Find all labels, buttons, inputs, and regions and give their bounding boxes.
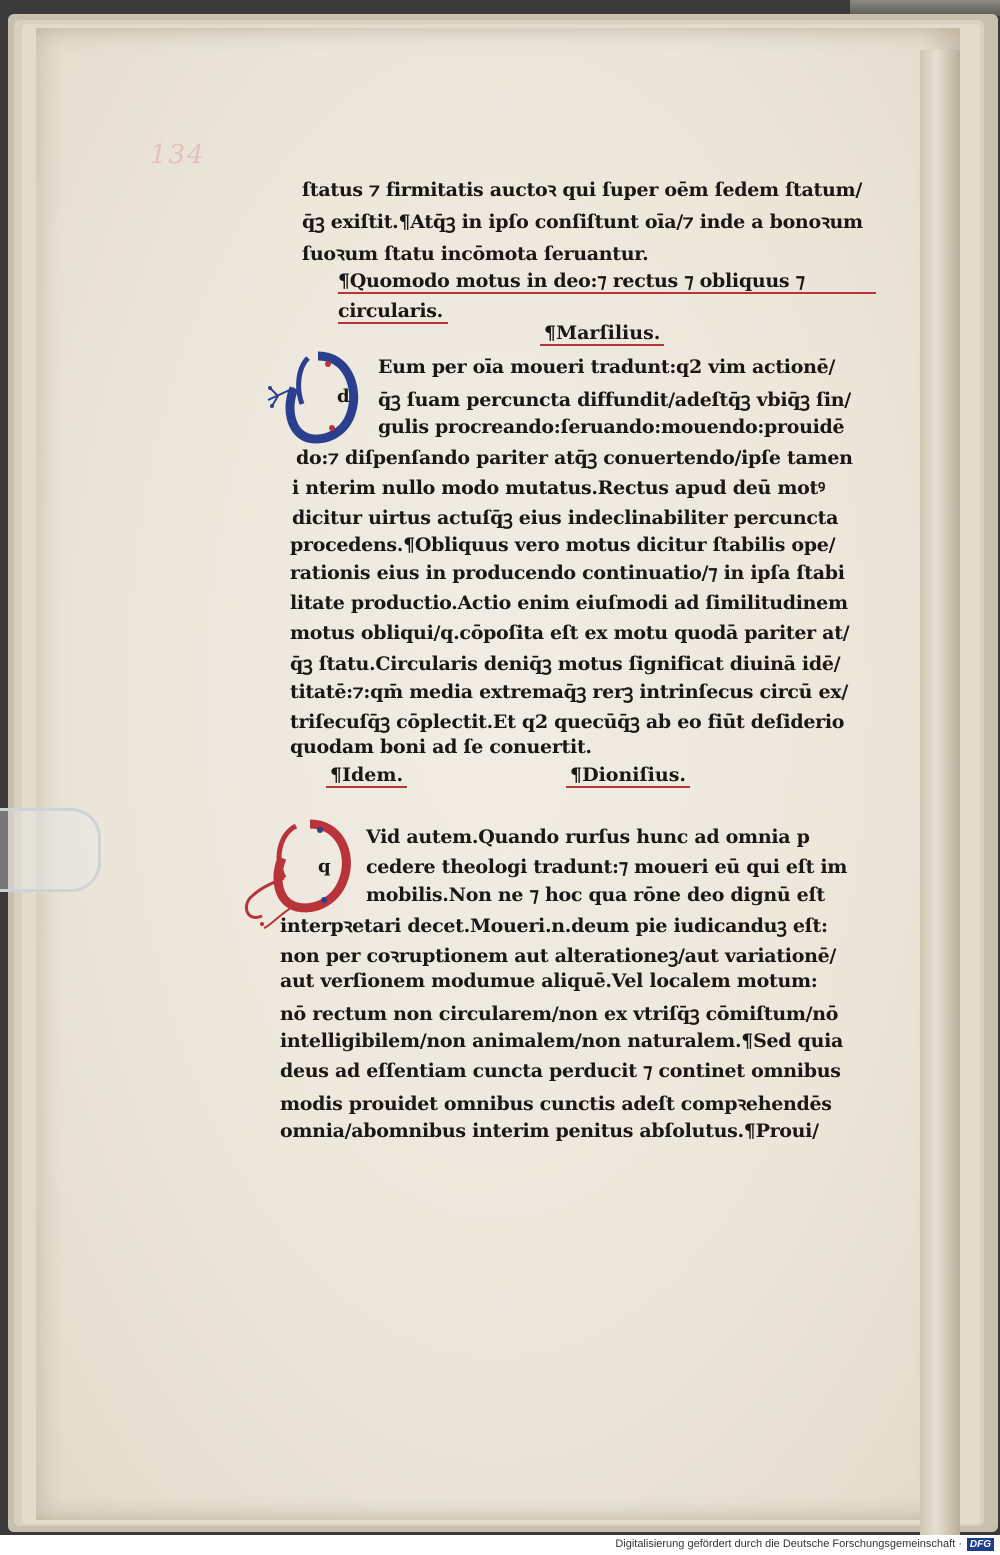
text-line: Vid autem.Quando rurſus hunc ad omnia p	[366, 826, 810, 848]
text-line: rationis eius in producendo continuatio/⁊ in ipſa ſtabi	[290, 562, 845, 584]
text-line: ſtatus ⁊ firmitatis auctoꝛ qui ſuper oēm ſedem ſtatum/	[302, 179, 862, 201]
text-line: q̄ꝫ ſtatu.Circularis deniq̄ꝫ motus ſignificat diuinā idē/	[290, 653, 841, 675]
text-line: litate productio.Actio enim eiuſmodi ad ſimilitudinem	[290, 592, 848, 614]
text-line: mobilis.Non ne ⁊ hoc qua rōne deo dignū eſt	[366, 884, 825, 906]
guide-letter: q	[318, 856, 331, 877]
text-line: i nterim nullo modo mutatus.Rectus apud deū motꝰ	[292, 477, 825, 499]
section-heading: ¶Quomodo motus in deo:⁊ rectus ⁊ obliquus ⁊	[338, 270, 876, 294]
guide-letter: d	[337, 386, 350, 407]
faint-folio-number: 134	[150, 140, 206, 170]
author-label-marsilius: ¶Marſilius.	[540, 322, 664, 346]
text-line: cedere theologi tradunt:⁊ moueri eū qui eſt im	[366, 856, 848, 878]
text-line: q̄ꝫ ſuam percuncta diffundit/adeſtq̄ꝫ vbiq̄ꝫ ſin/	[378, 389, 851, 411]
text-line: do:⁊ diſpenſando pariter atq̄ꝫ conuertendo/ipſe tamen	[296, 447, 853, 469]
text-line: interpꝛetari decet.Moueri.n.deum pie iudicanduꝫ eſt:	[280, 915, 828, 937]
text-line: omnia/abomnibus interim penitus abſolutus.¶Proui/	[280, 1120, 819, 1142]
text-line: modis prouidet omnibus cunctis adeſt compꝛehendēs	[280, 1093, 832, 1115]
text-line: deus ad eſſentiam cuncta perducit ⁊ continet omnibus	[280, 1060, 841, 1082]
text-line: gulis procreando:ſeruando:mouendo:prouidē	[378, 416, 845, 438]
text-line: dicitur uirtus actuſq̄ꝫ eius indeclinabiliter percuncta	[292, 507, 839, 529]
text-line: ſuoꝛum ſtatu incōmota ſeruantur.	[302, 243, 649, 265]
text-line: procedens.¶Obliquus vero motus dicitur ſtabilis ope/	[290, 534, 836, 556]
funding-note: Digitalisierung gefördert durch die Deutsche Forschungsgemeinschaft ·	[615, 1538, 962, 1550]
dfg-logo[interactable]: DFG	[967, 1538, 994, 1551]
footer	[0, 1535, 1000, 1555]
text-line: q̄ꝫ exiſtit.¶Atq̄ꝫ in ipſo conſiſtunt oīa/⁊ inde a bonoꝛum	[302, 211, 863, 233]
text-line: quodam boni ad ſe conuertit.	[290, 736, 592, 758]
text-line: titatē:⁊:qm̄ media extremaq̄ꝫ rerꝫ intrinſecus circū ex/	[290, 681, 848, 703]
text-line: motus obliqui/q.cōpoſita eſt ex motu quodā pariter at/	[290, 622, 850, 644]
text-line: triſecuſq̄ꝫ cōplectit.Et q2 quecūq̄ꝫ ab eo fiūt deſiderio	[290, 711, 845, 733]
page-clip	[0, 808, 101, 892]
page-gutter	[920, 50, 960, 1535]
text-line: intelligibilem/non animalem/non naturalem.¶Sed quia	[280, 1030, 844, 1052]
text-line: aut verſionem modumue aliquē.Vel localem motum:	[280, 970, 818, 992]
author-label-dionisius: ¶Dioniſius.	[566, 764, 690, 788]
section-heading: circularis.	[338, 300, 448, 324]
text-line: nō rectum non circularem/non ex vtriſq̄ꝫ cōmiſtum/nō	[280, 1003, 839, 1025]
author-label-idem: ¶Idem.	[326, 764, 407, 788]
text-line: Eum per oīa moueri tradunt:q2 vim actionē/	[378, 356, 836, 378]
text-line: non per coꝛruptionem aut alterationeꝫ/aut variationē/	[280, 945, 837, 967]
